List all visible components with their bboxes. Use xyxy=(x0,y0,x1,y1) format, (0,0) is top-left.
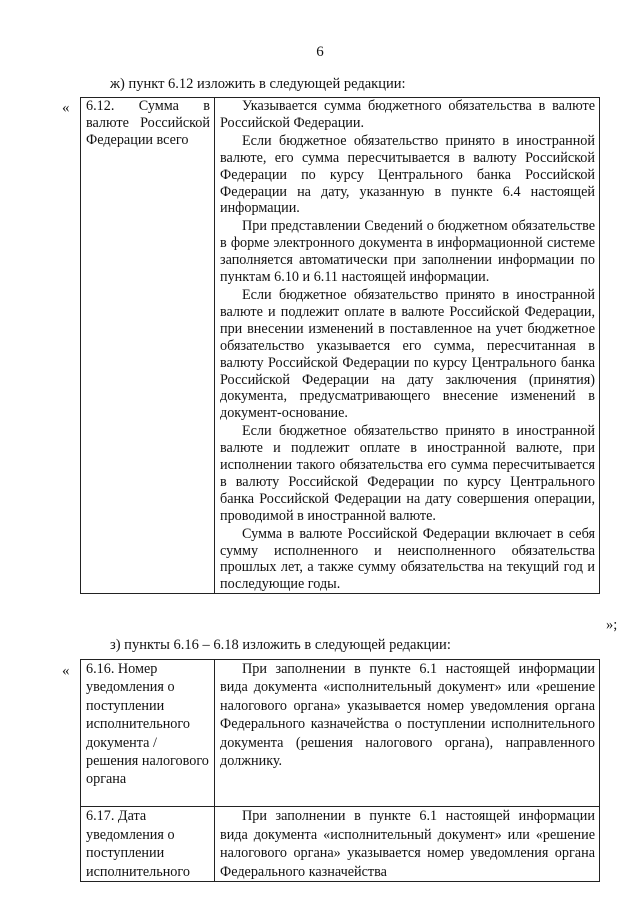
opening-quote-1: « xyxy=(62,100,70,116)
table-row xyxy=(81,660,600,807)
paragraph: При заполнении в пункте 6.1 настоящей информации вида документа «исполнительный документ» или «решение налогового органа» указывается номер уведомления органа Федерального казначейства о поступлении исполнительного документа (решения налогового органа), направленного должнику. xyxy=(220,661,595,770)
item-6-12-title xyxy=(81,98,215,594)
table-row xyxy=(81,98,600,594)
table-item-6-12 xyxy=(80,97,600,594)
amendment-intro-zh: ж) пункт 6.12 изложить в следующей редакции: xyxy=(110,76,406,92)
amendment-intro-z: з) пункты 6.16 – 6.18 изложить в следующей редакции: xyxy=(110,637,451,653)
paragraph: Если бюджетное обязательство принято в иностранной валюте и подлежит оплате в валюте Российской Федерации, при внесении изменений в поставленное на учет бюджетное обязательство указывается его сумма, пересчитанная в валюту Российской Федерации по курсу Центрального банка Российской Федерации на дату заключения (принятия) документа, предусматривающего внесение изменений в документ-основание. xyxy=(220,286,595,422)
closing-quote-1: »; xyxy=(606,617,618,633)
page-number: 6 xyxy=(316,44,324,60)
item-6-12-description xyxy=(215,98,600,594)
paragraph: Если бюджетное обязательство принято в иностранной валюте и подлежит оплате в иностранной валюте, при исполнении такого обязательства его сумма пересчитывается в валюту Российской Федерации по курсу Центрального банка Российской Федерации на дату совершения операции, проводимой в иностранной валюте. xyxy=(220,423,595,524)
table-row xyxy=(81,807,600,882)
item-6-16-title: 6.16. Номер уведомления о поступлении исполнительного документа / решения налогового органа xyxy=(81,660,215,807)
paragraph: Сумма в валюте Российской Федерации включает в себя сумму исполненного и неисполненного обязательства прошлых лет, а также сумму обязательства на текущий год и последующие годы. xyxy=(220,525,595,593)
item-6-12-title-text: 6.12. Сумма в валюте Российской Федерации всего xyxy=(86,98,210,148)
paragraph: При представлении Сведений о бюджетном обязательстве в форме электронного документа в информационной системе заполняется автоматически при заполнении информации по пунктам 6.10 и 6.11 настоящей информации. xyxy=(220,218,595,286)
paragraph: Если бюджетное обязательство принято в иностранной валюте, его сумма пересчитывается в валюту Российской Федерации по курсу Центрального банка Российской Федерации на дату, указанную в пункте 6.4 настоящей информации. xyxy=(220,132,595,217)
paragraph: При заполнении в пункте 6.1 настоящей информации вида документа «исполнительный документ» или «решение налогового органа» указывается номер уведомления органа Федерального казначейства xyxy=(220,808,595,880)
table-items-6-16-6-18 xyxy=(80,659,600,882)
paragraph: Указывается сумма бюджетного обязательства в валюте Российской Федерации. xyxy=(220,98,595,131)
opening-quote-2: « xyxy=(62,663,70,679)
item-6-16-description xyxy=(215,660,600,807)
item-6-17-description xyxy=(215,807,600,882)
item-6-17-title: 6.17. Дата уведомления о поступлении исполнительного xyxy=(81,807,215,882)
